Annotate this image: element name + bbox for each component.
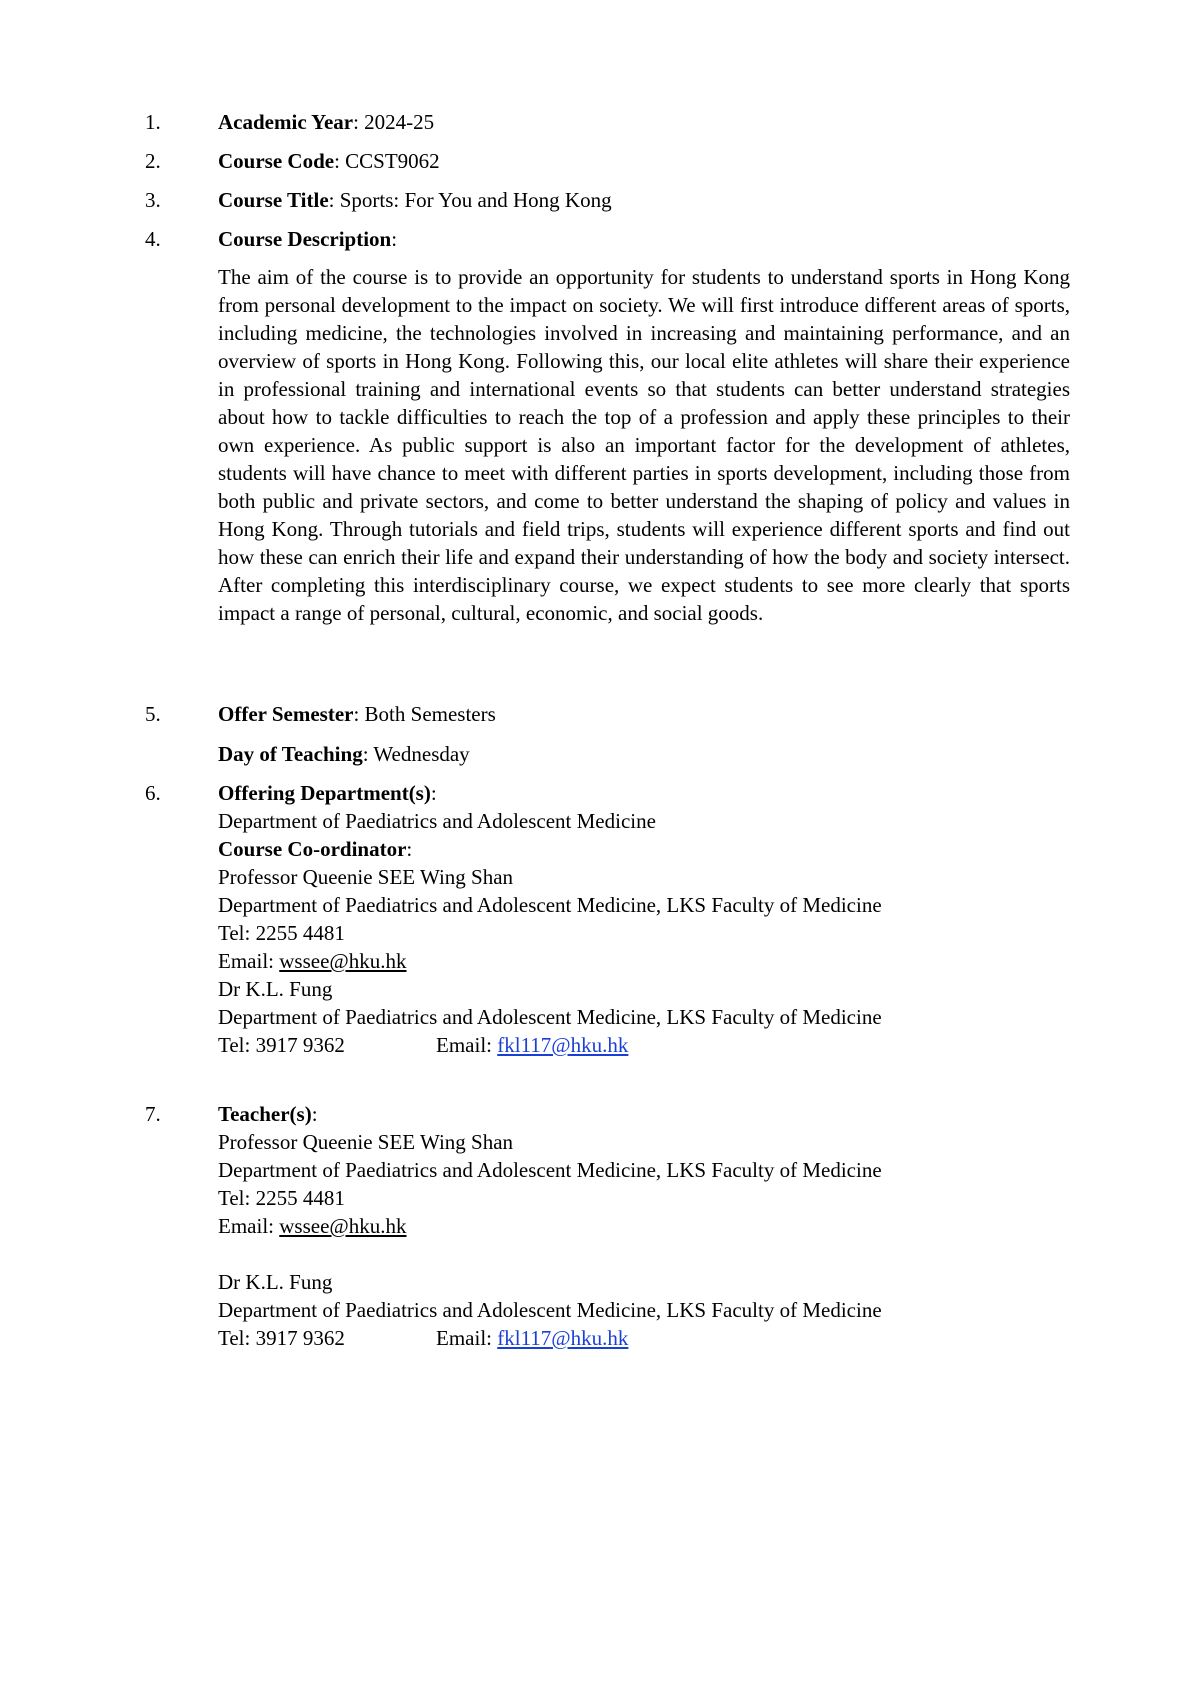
item-course-description <box>145 225 1070 627</box>
teachers-label: Teacher(s) <box>218 1102 312 1126</box>
coordinator-1-email-label: Email: <box>218 949 280 973</box>
blank-line <box>218 1240 1070 1268</box>
coordinator-2-email-label: Email: <box>436 1033 498 1057</box>
coordinator-1-email-link[interactable]: wssee@hku.hk <box>279 949 407 973</box>
item-number: 1. <box>145 110 161 134</box>
item-offer-semester <box>145 700 1070 768</box>
academic-year-value: : 2024-25 <box>353 110 435 134</box>
course-title-value: : Sports: For You and Hong Kong <box>328 188 612 212</box>
teacher-1-email-link[interactable]: wssee@hku.hk <box>279 1214 407 1238</box>
coordinator-2-dept: Department of Paediatrics and Adolescent Medicine, LKS Faculty of Medicine <box>218 1005 882 1029</box>
teacher-2-email-link[interactable]: fkl117@hku.hk <box>497 1326 629 1350</box>
offering-department-colon: : <box>430 781 437 805</box>
academic-year-label: Academic Year <box>218 110 354 134</box>
teacher-2-tel: Tel: 3917 9362 <box>218 1326 345 1350</box>
coordinator-1-dept: Department of Paediatrics and Adolescent Medicine, LKS Faculty of Medicine <box>218 893 882 917</box>
course-description-label: Course Description <box>218 227 392 251</box>
teacher-2-email-label: Email: <box>436 1326 498 1350</box>
course-code-label: Course Code <box>218 149 335 173</box>
item-academic-year <box>145 108 1070 136</box>
item-course-code <box>145 147 1070 175</box>
course-description-colon: : <box>391 227 398 251</box>
coordinator-2-tel: Tel: 3917 9362 <box>218 1033 345 1057</box>
coordinator-2-email-link[interactable]: fkl117@hku.hk <box>497 1033 629 1057</box>
item-number: 6. <box>145 781 161 805</box>
item-course-title <box>145 186 1070 214</box>
item-teachers <box>145 1100 1070 1352</box>
offering-department-label: Offering Department(s) <box>218 781 431 805</box>
coordinator-1-name: Professor Queenie SEE Wing Shan <box>218 865 514 889</box>
coordinator-2-name: Dr K.L. Fung <box>218 977 333 1001</box>
course-title-label: Course Title <box>218 188 329 212</box>
teacher-1-tel: Tel: 2255 4481 <box>218 1186 345 1210</box>
teacher-1-name: Professor Queenie SEE Wing Shan <box>218 1130 514 1154</box>
item-number: 4. <box>145 227 161 251</box>
teachers-colon: : <box>311 1102 318 1126</box>
course-code-value: : CCST9062 <box>334 149 440 173</box>
offer-semester-value: : Both Semesters <box>353 702 496 726</box>
coordinator-1-tel: Tel: 2255 4481 <box>218 921 345 945</box>
item-number: 2. <box>145 149 161 173</box>
teacher-1-email-label: Email: <box>218 1214 280 1238</box>
course-coordinator-label: Course Co-ordinator <box>218 837 407 861</box>
item-offering-department <box>145 779 1070 1059</box>
course-description-text: The aim of the course is to provide an opportunity for students to understand sports in Hong Kong from personal development to the impact on society. We will first introduce different areas of sports, including medicine, the technologies involved in increasing and maintaining performance, and an overview of sports in Hong Kong. Following this, our local elite athletes will share their experience in professional training and international events so that students can better understand strategies about how to tackle difficulties to reach the top of a profession and apply these principles to their own experience. As public support is also an important factor for the development of athletes, students will have chance to meet with different parties in sports development, including those from both public and private sectors, and come to better understand the shaping of policy and values in Hong Kong. Through tutorials and field trips, students will experience different sports and find out how these can enrich their life and expand their understanding of how the body and society intersect. After completing this interdisciplinary course, we expect students to see more clearly that sports impact a range of personal, cultural, economic, and social goods. <box>218 265 1070 625</box>
day-of-teaching-value: : Wednesday <box>362 742 470 766</box>
item-number: 7. <box>145 1102 161 1126</box>
teacher-2-name: Dr K.L. Fung <box>218 1270 333 1294</box>
course-coordinator-colon: : <box>406 837 413 861</box>
item-number: 3. <box>145 188 161 212</box>
offer-semester-label: Offer Semester <box>218 702 354 726</box>
teacher-2-dept: Department of Paediatrics and Adolescent Medicine, LKS Faculty of Medicine <box>218 1298 882 1322</box>
item-number: 5. <box>145 702 161 726</box>
department-name: Department of Paediatrics and Adolescent Medicine <box>218 809 656 833</box>
day-of-teaching-label: Day of Teaching <box>218 742 363 766</box>
teacher-1-dept: Department of Paediatrics and Adolescent Medicine, LKS Faculty of Medicine <box>218 1158 882 1182</box>
